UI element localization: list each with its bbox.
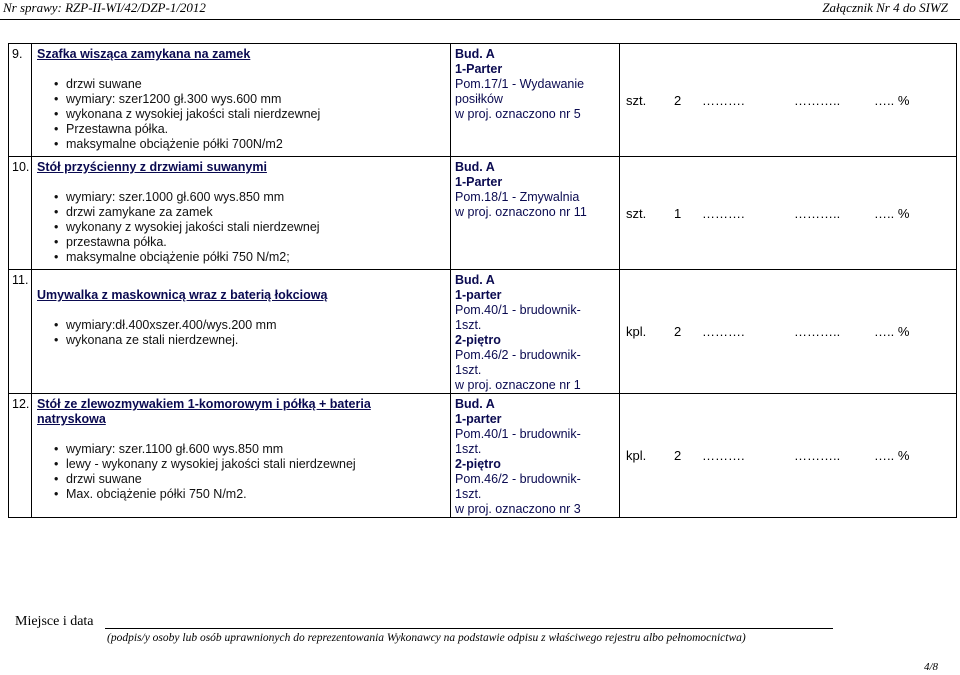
location-line: Bud. A — [455, 47, 495, 61]
location-line: Pom.40/1 - brudownik- — [455, 303, 581, 317]
price-placeholder: ………. — [702, 324, 745, 339]
attachment-label: Załącznik Nr 4 do SIWZ — [822, 0, 948, 15]
location-line: Pom.18/1 - Zmywalnia — [455, 190, 580, 204]
item-description — [32, 44, 451, 157]
location-line: 2-piętro — [455, 457, 501, 471]
location-line: Pom.46/2 - brudownik- — [455, 348, 581, 362]
header-divider — [0, 19, 960, 20]
location-line: Pom.40/1 - brudownik- — [455, 427, 581, 441]
location-line: 1-parter — [455, 288, 502, 302]
location-line: Bud. A — [455, 273, 495, 287]
item-number: 11. — [9, 270, 32, 394]
spec-item: • maksymalne obciążenie półki 700N/m2 — [66, 137, 446, 152]
spec-list — [37, 190, 446, 265]
item-quantity-cell — [620, 44, 957, 157]
table-row — [9, 270, 957, 394]
unit: szt. — [626, 92, 647, 108]
items-table — [8, 43, 957, 518]
spec-item: • maksymalne obciążenie półki 750 N/m2; — [66, 250, 446, 265]
item-title: natryskowa — [37, 412, 106, 426]
unit: szt. — [626, 205, 647, 221]
item-description — [32, 157, 451, 270]
location-line: 1szt. — [455, 442, 482, 456]
location-line: w proj. oznaczono nr 5 — [455, 107, 581, 121]
item-location — [451, 44, 620, 157]
signature-line — [105, 628, 833, 629]
location-line: 1-parter — [455, 412, 502, 426]
table-row — [9, 394, 957, 518]
item-number: 12. — [9, 394, 32, 518]
table-row — [9, 44, 957, 157]
spec-item: • drzwi suwane — [66, 472, 446, 487]
item-location — [451, 394, 620, 518]
spec-item: • lewy - wykonany z wysokiej jakości stali nierdzewnej — [66, 457, 446, 472]
location-line: w proj. oznaczono nr 3 — [455, 502, 581, 516]
item-title: Umywalka z maskownicą wraz z baterią łokciową — [37, 288, 328, 302]
value-placeholder: ……….. — [794, 92, 841, 108]
item-title: Stół przyścienny z drzwiami suwanymi — [37, 160, 267, 174]
vat-placeholder: ….. % — [874, 448, 910, 463]
item-number: 9. — [9, 44, 32, 157]
quantity: 2 — [674, 324, 682, 339]
spec-item: • przestawna półka. — [66, 235, 446, 250]
location-line: Pom.17/1 - Wydawanie — [455, 77, 585, 91]
spec-item: • Przestawna półka. — [66, 122, 446, 137]
location-line: 2-piętro — [455, 333, 501, 347]
location-line: Bud. A — [455, 160, 495, 174]
table-row — [9, 157, 957, 270]
item-location — [451, 157, 620, 270]
item-description — [32, 270, 451, 394]
spec-item: • wymiary: szer.1100 gł.600 wys.850 mm — [66, 442, 446, 457]
spec-list — [37, 318, 446, 348]
page-number: 4/8 — [923, 661, 938, 673]
location-line: Bud. A — [455, 397, 495, 411]
location-line: 1-Parter — [455, 175, 503, 189]
item-location — [451, 270, 620, 394]
location-line: w proj. oznaczono nr 11 — [455, 205, 587, 219]
place-date-label: Miejsce i data — [15, 614, 94, 629]
item-quantity-cell — [620, 157, 957, 270]
value-placeholder: ……….. — [794, 324, 841, 339]
location-line: 1szt. — [455, 363, 482, 377]
unit: kpl. — [626, 448, 647, 463]
location-line: 1-Parter — [455, 62, 503, 76]
value-placeholder: ……….. — [794, 205, 841, 221]
items-table-body — [9, 44, 957, 518]
spec-item: • wykonana ze stali nierdzewnej. — [66, 333, 446, 348]
vat-placeholder: ….. % — [874, 324, 910, 339]
item-number: 10. — [9, 157, 32, 270]
price-placeholder: ………. — [702, 92, 745, 108]
location-line: 1szt. — [455, 487, 482, 501]
spec-item: • drzwi suwane — [66, 77, 446, 92]
spec-item: • drzwi zamykane za zamek — [66, 205, 446, 220]
item-title: Szafka wisząca zamykana na zamek — [37, 47, 251, 61]
location-line: Pom.46/2 - brudownik- — [455, 472, 581, 486]
spec-list — [37, 442, 446, 502]
item-quantity-cell — [620, 394, 957, 518]
item-quantity-cell — [620, 270, 957, 394]
price-placeholder: ………. — [702, 448, 745, 463]
location-line: 1szt. — [455, 318, 482, 332]
value-placeholder: ……….. — [794, 448, 841, 463]
spec-item: • wykonana z wysokiej jakości stali nierdzewnej — [66, 107, 446, 122]
quantity: 1 — [674, 205, 682, 221]
signature-note: (podpis/y osoby lub osób uprawnionych do reprezentowania Wykonawcy na podstawie odpisu z właściwego rejestru albo pełnomocnictwa) — [107, 632, 746, 644]
spec-item: • wymiary: szer1200 gł.300 wys.600 mm — [66, 92, 446, 107]
quantity: 2 — [674, 448, 682, 463]
unit: kpl. — [626, 324, 647, 339]
spec-item: • wymiary:dł.400xszer.400/wys.200 mm — [66, 318, 446, 333]
location-line: w proj. oznaczone nr 1 — [455, 378, 581, 392]
item-description — [32, 394, 451, 518]
location-line: posiłków — [455, 92, 503, 106]
spec-item: • wymiary: szer.1000 gł.600 wys.850 mm — [66, 190, 446, 205]
item-title: Stół ze zlewozmywakiem 1-komorowym i półką + bateria — [37, 397, 371, 411]
spec-list — [37, 77, 446, 152]
quantity: 2 — [674, 92, 682, 108]
case-number: Nr sprawy: RZP-II-WI/42/DZP-1/2012 — [3, 0, 206, 15]
spec-item: • Max. obciążenie półki 750 N/m2. — [66, 487, 446, 502]
vat-placeholder: ….. % — [874, 92, 910, 108]
vat-placeholder: ….. % — [874, 205, 910, 221]
spec-item: • wykonany z wysokiej jakości stali nierdzewnej — [66, 220, 446, 235]
price-placeholder: ………. — [702, 205, 745, 221]
